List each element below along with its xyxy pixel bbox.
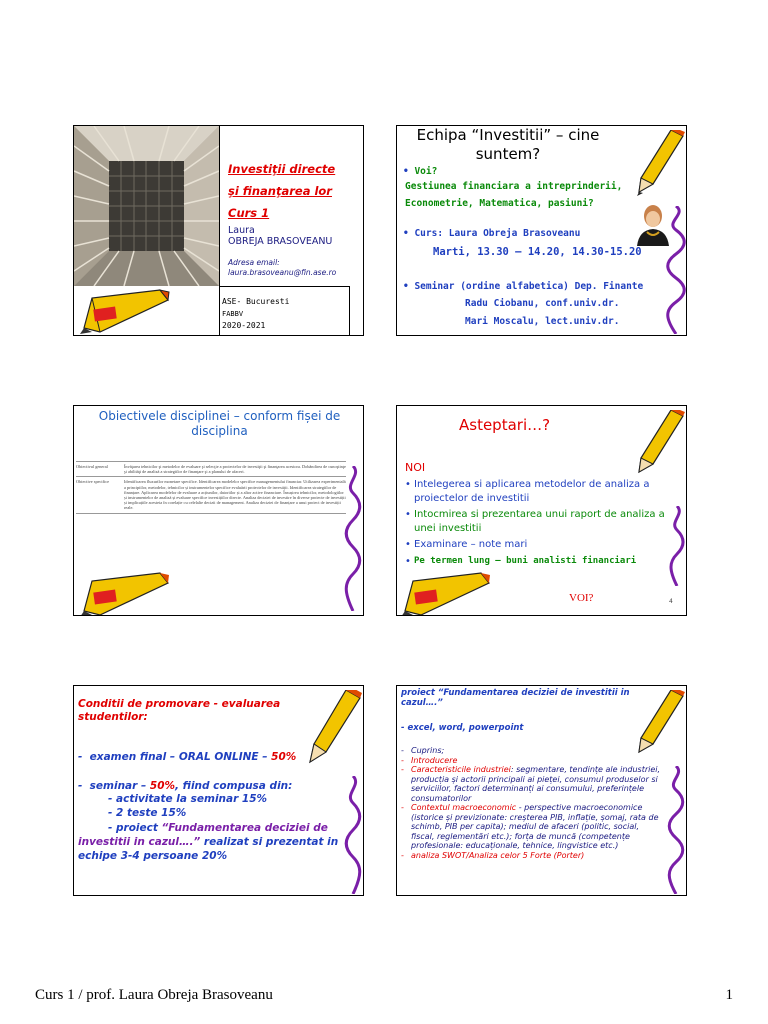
email-address[interactable]: laura.brasoveanu@fin.ase.ro [228, 268, 337, 277]
seminar-text: Seminar (ordine alfabetica) Dep. Finante [414, 281, 644, 292]
list-item: - Contextul macroeconomic - perspective macroeconomice (istorice și previzionate: creșterea PIB, inflație, șomaj, rata de schimb, PIB per capita); mediul de afaceri (politic, social, fiscal, reglementări etc.); forța de muncă (competențe profesionale: educaționale, tehnice, lingvistice etc.) [401, 803, 659, 850]
author [228, 225, 363, 247]
slide-5 [73, 685, 364, 896]
slide-1 [73, 125, 364, 336]
instructor-photo [635, 202, 671, 246]
email-block [228, 258, 363, 278]
institution-line-3: 2020-2021 [222, 321, 266, 330]
page-footer-number: 1 [725, 987, 733, 1003]
component-3-prefix: - proiect [108, 822, 162, 834]
list-item: - Introducere [401, 755, 458, 765]
slide-3-title: Obiectivele disciplinei – conform fișei de disciplina [98, 409, 341, 438]
slide-4-title: Asteptari…? [459, 416, 551, 434]
table-row [76, 461, 346, 477]
row-label: Obiective specifice [76, 479, 110, 485]
component-3-suffix: realizat si prezentat in echipe 3-4 persoane 20% [78, 836, 339, 862]
seminar-text: seminar – [89, 780, 150, 792]
slide-6 [396, 685, 687, 896]
expectations-list [405, 478, 677, 568]
list-item: - Caracteristicile industriei: segmentare, tendințe ale industriei, producția și actorii principali ai pieței, consumul produselor si serviciilor, factori determinanți ai consumului, preferințele consumatorilor [401, 765, 661, 803]
project-title: proiect “Fundamentarea deciziei de investitii in cazul….” [401, 688, 630, 708]
slide-2 [396, 125, 687, 336]
course-title [228, 158, 358, 224]
squiggle-decoration [344, 466, 362, 611]
page-number: 4 [669, 598, 673, 605]
institution-block [222, 296, 347, 332]
component-3 [78, 821, 348, 863]
squiggle-decoration [667, 766, 685, 894]
tools-line: - excel, word, powerpoint [401, 723, 524, 733]
evaluation-heading: Conditii de promovare - evaluarea studentilor: [78, 698, 281, 723]
component-1: - activitate la seminar 15% [108, 793, 268, 805]
course-text: Curs: Laura Obreja Brasoveanu [414, 228, 581, 239]
seminar-line: - seminar – 50%, fiind compusa din: [78, 780, 293, 792]
row-text: Învăţarea tehnicilor şi metodelor de evaluare şi selecţie a proiectelor de investiţii şi finanţarea acestora. Dobândirea de cunoştinţe şi abilităţi de analiză a strategiilor de finanţare şi a planului de afaceri. [124, 464, 346, 475]
voi-label: VOI? [569, 592, 594, 604]
industry-text: : segmentare, tendințe ale industriei, producția și actorii principali ai pieței, consumul produselor si serviciilor, factori determinanți ai consumului, preferințele consumatorilor [411, 765, 661, 803]
component-3-project: “Fundamentarea deciziei de investitii in cazul….” [78, 822, 328, 848]
list-item: • Intocmirea si prezentarea unui raport de analiza a unei investitii [405, 508, 677, 535]
list-item: • Examinare – note mari [405, 539, 528, 550]
table-row [76, 477, 346, 513]
row-text: Identificarea fluxurilor monetare specifice. Identificarea modelelor specifice managementului financiar. Utilizarea experimentală a principiilor, metodelor, tehnicilor și instrumentelor specifice evaluării proiectelor de investiții. Identificarea strategiilor de finanțare. Aplicarea modelelor de evaluare a acțiunilor, datoriilor și a altor active financiare. Însușirea tehnicilor, metodologiilor și instrumentelor de analiză și evaluare specifice investițiilor directe. Analiza deciziei de investire în diverse proiecte de investiții și implicațiile acesteia în corelație cu celelalte decizii de management. Analiza deciziei de finanțare a unui proiect de investiții reale. [124, 479, 346, 511]
slide-3 [73, 405, 364, 616]
horizontal-divider [219, 286, 349, 287]
list-item-text: Examinare – note mari [414, 539, 528, 550]
disciplines-line-1: Gestiunea financiara a intreprinderii, [405, 181, 623, 192]
title-line-3: Curs 1 [228, 206, 270, 220]
contents-list [401, 746, 663, 860]
page-footer-left: Curs 1 / prof. Laura Obreja Brasoveanu [35, 987, 273, 1003]
slide-2-title: Echipa “Investitii” – cine suntem? [416, 126, 600, 163]
seminar-bullet: • Seminar (ordine alfabetica) Dep. Finante [403, 281, 644, 292]
pencil-clipart [80, 571, 170, 616]
macro-label: Contextul macroeconomic [411, 803, 517, 812]
list-item: - Cuprins; [401, 746, 445, 755]
seminar-person-1: Radu Ciobanu, conf.univ.dr. [465, 298, 620, 309]
noi-label: NOI [405, 461, 426, 474]
squiggle-divider [349, 286, 350, 336]
vertical-divider [219, 126, 220, 336]
list-item-text: Intelegerea si aplicarea metodelor de analiza a proiectelor de investitii [414, 479, 650, 504]
list-item: • Intelegerea si aplicarea metodelor de analiza a proiectelor de investitii [405, 478, 677, 505]
list-item-text: Cuprins; [411, 746, 445, 755]
list-item: - analiza SWOT/Analiza celor 5 Forte (Porter) [401, 850, 585, 860]
industry-label: Caracteristicile industriei [411, 765, 511, 774]
disciplines-line-2: Econometrie, Matematica, pasiuni? [405, 198, 594, 209]
list-item-text: Introducere [411, 755, 458, 765]
objectives-table [76, 461, 346, 514]
building-photo [74, 126, 219, 286]
squiggle-decoration [669, 506, 685, 586]
list-item-text: Intocmirea si prezentarea unui raport de analiza a unei investitii [414, 509, 665, 534]
author-line-1: Laura [228, 225, 255, 236]
title-line-2: şi finanţarea lor [228, 184, 332, 198]
seminar-person-2: Mari Moscalu, lect.univ.dr. [465, 316, 620, 327]
title-line-1: Investiţii directe [228, 162, 336, 176]
voi-text: Voi? [414, 166, 438, 177]
exam-percent: 50% [271, 751, 297, 763]
exam-text: examen final – ORAL ONLINE – [89, 751, 272, 763]
pencil-clipart [633, 410, 685, 476]
author-line-2: OBREJA BRASOVEANU [228, 236, 333, 247]
row-label: Obiectivul general [76, 464, 108, 469]
institution-line-2: FABBV [222, 310, 244, 318]
slide-4 [396, 405, 687, 616]
seminar-suffix: , fiind compusa din: [175, 780, 293, 792]
component-2: - 2 teste 15% [108, 807, 187, 819]
pencil-clipart [80, 288, 170, 334]
seminar-percent: 50% [149, 780, 176, 792]
exam-line: - examen final – ORAL ONLINE – 50% [78, 751, 297, 763]
voi-bullet: • Voi? [403, 166, 438, 177]
list-item: • Pe termen lung – buni analisti financiari [405, 555, 637, 567]
pencil-clipart [401, 571, 491, 616]
pencil-clipart [633, 130, 685, 196]
schedule: Marti, 13.30 – 14.20, 14.30-15.20 [433, 246, 642, 258]
institution-line-1: ASE- Bucuresti [222, 297, 290, 306]
list-item-text: analiza SWOT/Analiza celor 5 Forte (Porter) [411, 850, 585, 860]
macro-text: - perspective macroeconomice (istorice și previzionate: creșterea PIB, inflație, șomaj, rata de schimb, PIB per capita); mediul de afaceri (politic, social, fiscal, reglementări etc.); forța de muncă (competențe profesionale: educaționale, tehnice, lingvistice etc.) [411, 803, 659, 850]
course-bullet: • Curs: Laura Obreja Brasoveanu [403, 228, 581, 239]
list-item-text: Pe termen lung – buni analisti financiari [414, 555, 637, 566]
pencil-clipart [304, 690, 362, 766]
email-label: Adresa email: [228, 258, 280, 267]
